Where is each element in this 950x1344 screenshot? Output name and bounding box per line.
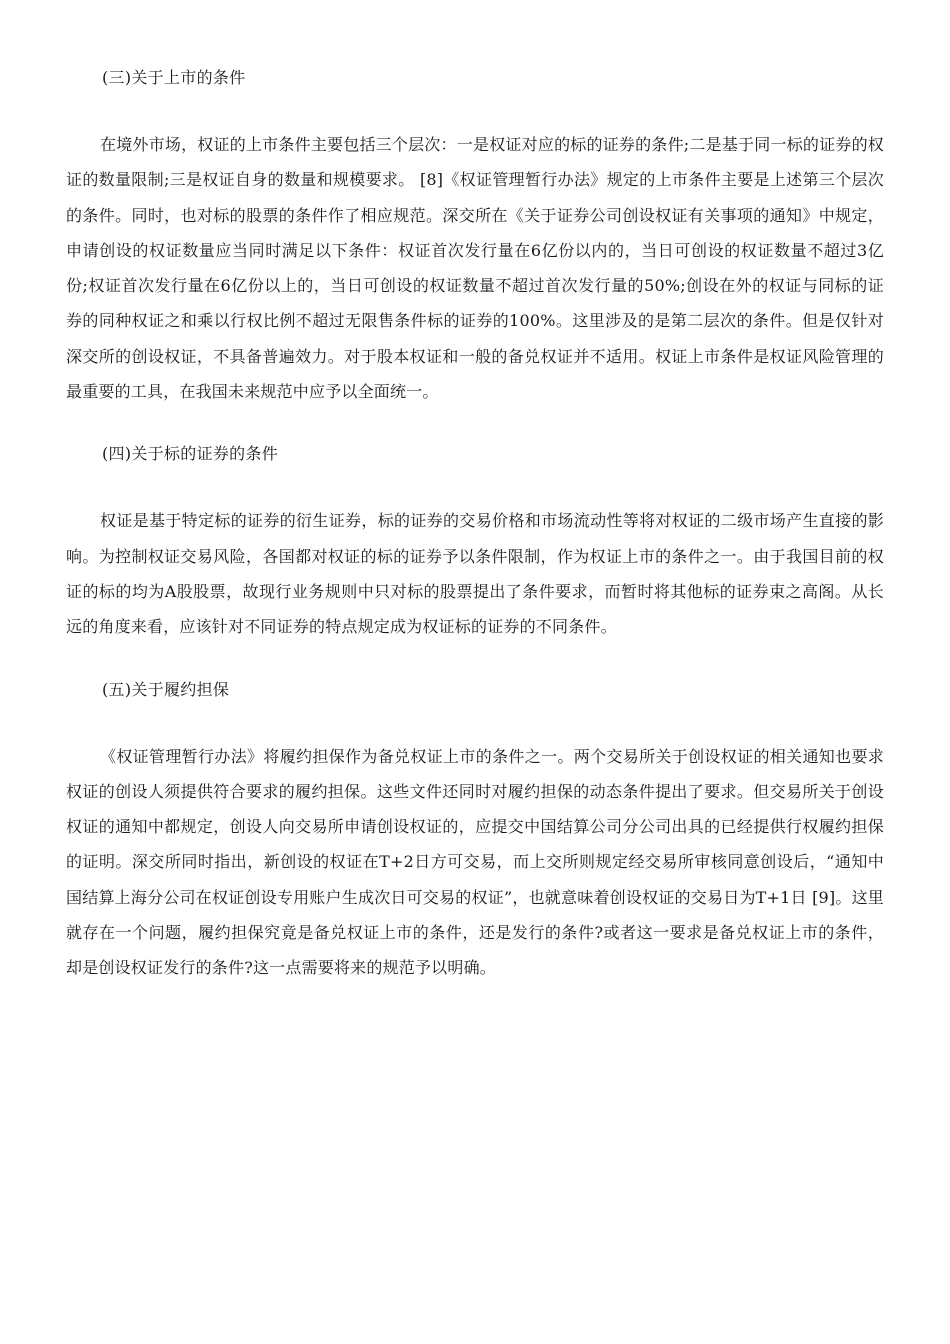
section-paragraph-underlying-securities: 权证是基于特定标的证券的衍生证券，标的证券的交易价格和市场流动性等将对权证的二级市场产生直接的影响。为控制权证交易风险，各国都对权证的标的证券予以条件限制，作为权证上市的条件之一。由于我国目前的权证的标的均为A股股票，故现行业务规则中只对标的股票提出了条件要求，而暂时将其他标的证券束之高阁。从长远的角度来看，应该针对不同证券的特点规定成为权证标的证券的不同条件。	[66, 511, 884, 637]
section-heading-underlying-securities: (四)关于标的证券的条件	[102, 444, 279, 464]
section-paragraph-listing-conditions: 在境外市场，权证的上市条件主要包括三个层次：一是权证对应的标的证券的条件;二是基于同一标的证券的权证的数量限制;三是权证自身的数量和规模要求。 [8]《权证管理暂行办法》规定的上市条件主要是上述第三个层次的条件。同时，也对标的股票的条件作了相应规范。深交所在《关于证券公司创设权证有关事项的通知》中规定，申请创设的权证数量应当同时满足以下条件：权证首次发行量在6亿份以内的，当日可创设的权证数量不超过3亿份;权证首次发行量在6亿份以上的，当日可创设的权证数量不超过首次发行量的50%;创设在外的权证与同标的证券的同种权证之和乘以行权比例不超过无限售条件标的证券的100%。这里涉及的是第二层次的条件。但是仅针对深交所的创设权证，不具备普遍效力。对于股本权证和一般的备兑权证并不适用。权证上市条件是权证风险管理的最重要的工具，在我国未来规范中应予以全面统一。	[66, 135, 884, 402]
section-paragraph-performance-guarantee: 《权证管理暂行办法》将履约担保作为备兑权证上市的条件之一。两个交易所关于创设权证的相关通知也要求权证的创设人须提供符合要求的履约担保。这些文件还同时对履约担保的动态条件提出了要求。但交易所关于创设权证的通知中都规定，创设人向交易所申请创设权证的，应提交中国结算公司分公司出具的已经提供行权履约担保的证明。深交所同时指出，新创设的权证在T+2日方可交易，而上交所则规定经交易所审核同意创设后，“通知中国结算上海分公司在权证创设专用账户生成次日可交易的权证”，也就意味着创设权证的交易日为T+1日 [9]。这里就存在一个问题，履约担保究竟是备兑权证上市的条件，还是发行的条件?或者这一要求是备兑权证上市的条件，却是创设权证发行的条件?这一点需要将来的规范予以明确。	[66, 746, 884, 978]
section-heading-listing-conditions: (三)关于上市的条件	[102, 68, 246, 87]
section-heading-performance-guarantee: (五)关于履约担保	[102, 679, 230, 699]
